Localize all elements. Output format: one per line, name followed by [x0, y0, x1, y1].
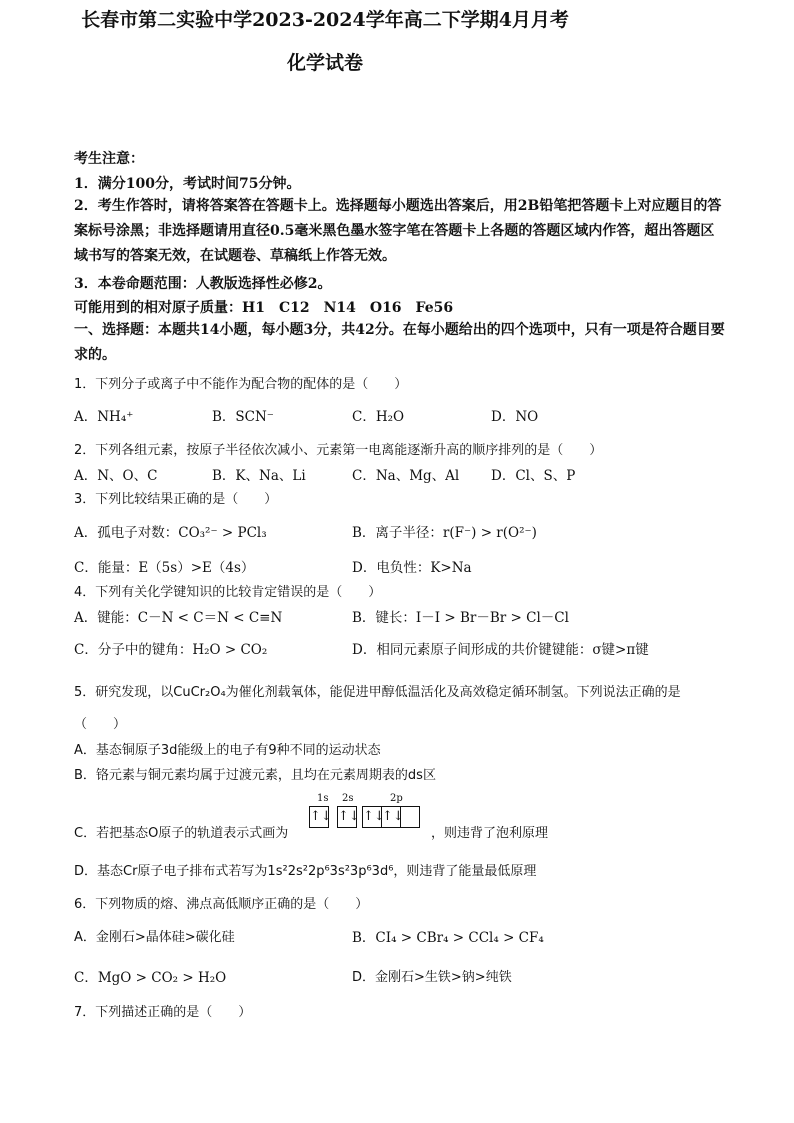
option-b: B．键长：I－I > Br－Br > Cl－Cl — [352, 610, 569, 626]
orbital-box: ↑↓ — [309, 806, 329, 828]
question-stem: 4．下列有关化学键知识的比较肯定错误的是（ ） — [74, 585, 382, 600]
option-c: C．能量：E（5s）>E（4s） — [74, 560, 255, 576]
option-d: D．NO — [491, 409, 539, 425]
question-stem: 3．下列比较结果正确的是（ ） — [74, 492, 278, 507]
option-c: C．Na、Mg、Al — [352, 468, 460, 484]
option-a: A．孤电子对数：CO₃²⁻ > PCl₃ — [74, 525, 267, 541]
question-stem: 5．研究发现，以CuCr₂O₄为催化剂载氧体，能促进甲醇低温活化及高效稳定循环制氢。下列说法正确的是 — [74, 685, 681, 700]
page-subtitle: 化学试卷 — [286, 52, 363, 74]
option-b: B．离子半径：r(F⁻) > r(O²⁻) — [352, 525, 537, 541]
notes-heading: 考生注意： — [74, 151, 144, 167]
orbital-box: ↑↓ — [337, 806, 357, 828]
option-a: A．金刚石>晶体硅>碳化硅 — [74, 930, 235, 945]
question-stem: 7．下列描述正确的是（ ） — [74, 1005, 252, 1020]
option-b: B．铬元素与铜元素均属于过渡元素，且均在元素周期表的ds区 — [74, 768, 436, 783]
orbital-box — [400, 806, 420, 828]
orbital-box: ↑↓ — [362, 806, 382, 828]
option-c: C．分子中的键角：H₂O > CO₂ — [74, 642, 268, 658]
option-d: D．相同元素原子间形成的共价键键能：σ键>π键 — [352, 642, 649, 658]
question-stem: 2．下列各组元素，按原子半径依次减小、元素第一电离能逐渐升高的顺序排列的是（ ） — [74, 443, 603, 458]
section-heading: 一、选择题：本题共14小题，每小题3分，共42分。在每小题给出的四个选项中，只有一项是符合题目要求的。 — [74, 322, 725, 363]
option-a: A．键能：C－N < C＝N < C≡N — [74, 610, 283, 626]
question-stem-paren: （ ） — [74, 717, 127, 732]
page-title: 长春市第二实验中学2023-2024学年高二下学期4月月考 — [81, 9, 569, 31]
option-b: B．K、Na、Li — [212, 468, 306, 484]
question-stem: 6．下列物质的熔、沸点高低顺序正确的是（ ） — [74, 897, 369, 912]
orbital-box: ↑↓ — [381, 806, 401, 828]
option-c: C．MgO > CO₂ > H₂O — [74, 970, 227, 986]
option-a: A．N、O、C — [74, 468, 158, 484]
option-a: A．NH₄⁺ — [74, 409, 134, 425]
note-2: 2．考生作答时，请将答案答在答题卡上。选择题每小题选出答案后，用2B铅笔把答题卡上对应题目的答案标号涂黑；非选择题请用直径0.5毫米黑色墨水签字笔在答题卡上各题的答题区域内作答，超出答题区域书写的答案无效，在试题卷、草稿纸上作答无效。 — [74, 198, 722, 264]
orbital-label-2p: 2p — [390, 793, 403, 804]
option-a: A．基态铜原子3d能级上的电子有9种不同的运动状态 — [74, 743, 381, 758]
orbital-diagram — [309, 793, 434, 831]
question-stem: 1．下列分子或离子中不能作为配合物的配体的是（ ） — [74, 377, 408, 392]
option-c: C．H₂O — [352, 409, 405, 425]
option-d: D．Cl、S、P — [491, 468, 576, 484]
option-d: D．金刚石>生铁>钠>纯铁 — [352, 970, 512, 985]
option-b: B．CI₄ > CBr₄ > CCl₄ > CF₄ — [352, 930, 544, 946]
option-d: D．电负性：K>Na — [352, 560, 472, 576]
note-1: 1．满分100分，考试时间75分钟。 — [74, 176, 301, 192]
note-3: 3．本卷命题范围：人教版选择性必修2。 — [74, 276, 332, 292]
orbital-label-2s: 2s — [342, 793, 354, 804]
option-d: D．基态Cr原子电子排布式若写为1s²2s²2p⁶3s²3p⁶3d⁶，则违背了能量最低原理 — [74, 864, 537, 879]
atomic-masses: 可能用到的相对原子质量：H1 C12 N14 O16 Fe56 — [74, 300, 454, 316]
option-c: C．若把基态O原子的轨道表示式画为 — [74, 826, 289, 841]
option-c-tail: ，则违背了泡利原理 — [431, 826, 549, 841]
orbital-label-1s: 1s — [317, 793, 329, 804]
option-b: B．SCN⁻ — [212, 409, 274, 425]
